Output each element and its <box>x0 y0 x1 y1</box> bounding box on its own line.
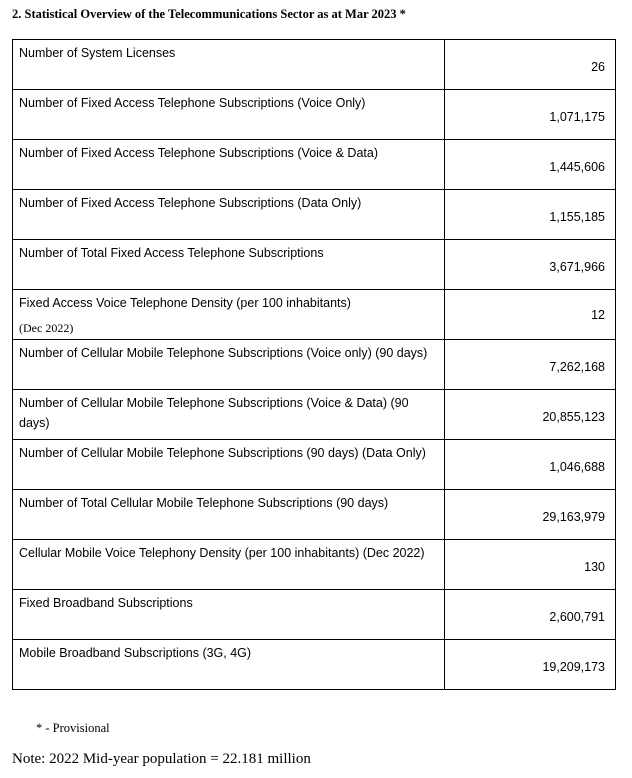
table-row <box>13 390 616 440</box>
row-value: 29,163,979 <box>445 490 616 540</box>
table-row <box>13 640 616 690</box>
row-value: 130 <box>445 540 616 590</box>
row-label: Number of Total Cellular Mobile Telephone Subscriptions (90 days) <box>13 490 445 540</box>
row-sub-note: (Dec 2022) <box>19 321 74 335</box>
row-label: Mobile Broadband Subscriptions (3G, 4G) <box>13 640 445 690</box>
table-row <box>13 490 616 540</box>
table-row <box>13 40 616 90</box>
row-value: 1,046,688 <box>445 440 616 490</box>
row-label: Fixed Broadband Subscriptions <box>13 590 445 640</box>
row-label: Number of Fixed Access Telephone Subscriptions (Voice & Data) <box>13 140 445 190</box>
row-label: Number of Total Fixed Access Telephone Subscriptions <box>13 240 445 290</box>
row-value: 20,855,123 <box>445 390 616 440</box>
row-value: 3,671,966 <box>445 240 616 290</box>
row-value: 1,445,606 <box>445 140 616 190</box>
row-label: Number of Cellular Mobile Telephone Subscriptions (Voice & Data) (90 days) <box>13 390 445 440</box>
table-row <box>13 140 616 190</box>
table-row <box>13 540 616 590</box>
row-value: 19,209,173 <box>445 640 616 690</box>
row-label: Number of Cellular Mobile Telephone Subscriptions (Voice only) (90 days) <box>13 340 445 390</box>
row-value: 12 <box>445 290 616 340</box>
row-value: 2,600,791 <box>445 590 616 640</box>
table-row <box>13 240 616 290</box>
population-note: Note: 2022 Mid-year population = 22.181 million <box>12 751 311 767</box>
row-label-text: Fixed Access Voice Telephone Density (per 100 inhabitants) <box>19 296 351 310</box>
row-value: 7,262,168 <box>445 340 616 390</box>
table-row <box>13 590 616 640</box>
row-label: Cellular Mobile Voice Telephony Density (per 100 inhabitants) (Dec 2022) <box>13 540 445 590</box>
table-row <box>13 340 616 390</box>
table-row <box>13 90 616 140</box>
table-row <box>13 440 616 490</box>
row-value: 1,071,175 <box>445 90 616 140</box>
row-label: Number of Cellular Mobile Telephone Subscriptions (90 days) (Data Only) <box>13 440 445 490</box>
row-label: Number of System Licenses <box>13 40 445 90</box>
row-value: 26 <box>445 40 616 90</box>
provisional-footnote: * - Provisional <box>36 721 110 735</box>
row-label <box>13 290 445 340</box>
section-title: 2. Statistical Overview of the Telecommunications Sector as at Mar 2023 * <box>12 7 406 21</box>
row-value: 1,155,185 <box>445 190 616 240</box>
table-row <box>13 190 616 240</box>
row-label: Number of Fixed Access Telephone Subscriptions (Data Only) <box>13 190 445 240</box>
statistics-table <box>12 39 616 690</box>
table-row <box>13 290 616 340</box>
row-label: Number of Fixed Access Telephone Subscriptions (Voice Only) <box>13 90 445 140</box>
